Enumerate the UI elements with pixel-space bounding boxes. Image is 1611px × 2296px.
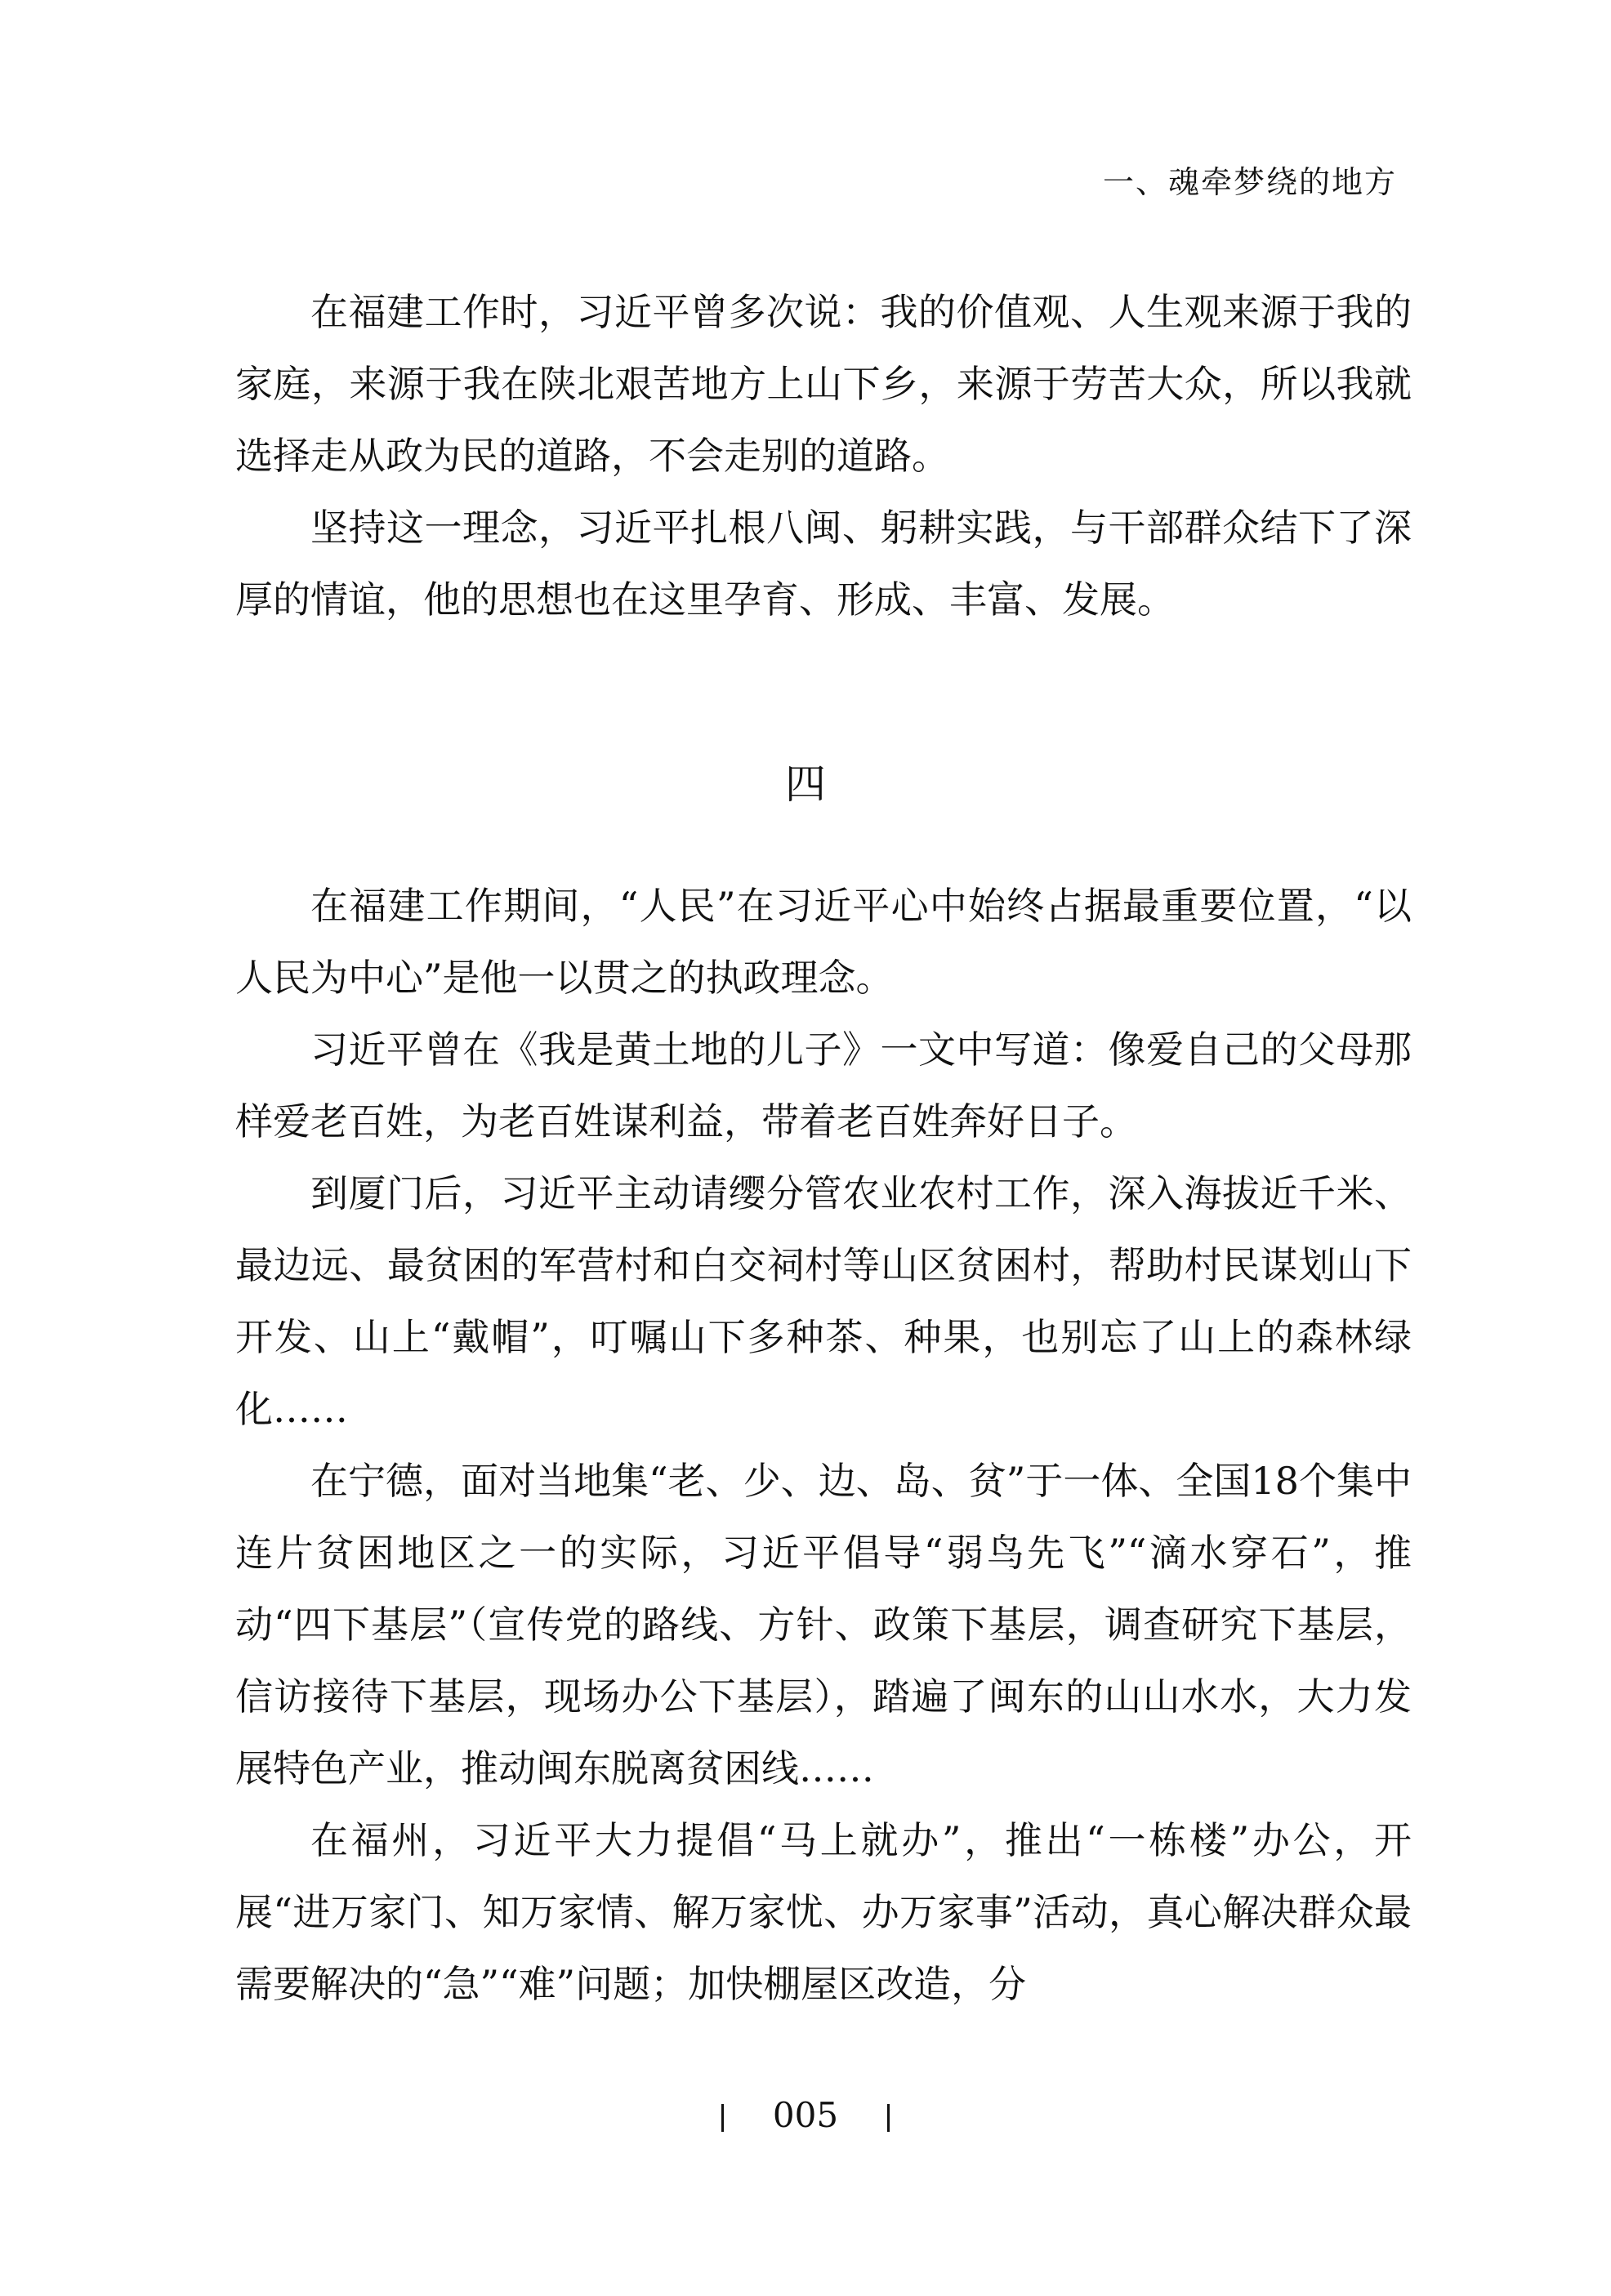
- page-number: 005: [772, 2095, 839, 2135]
- folio-bar-left: [721, 2104, 724, 2132]
- page-footer: [0, 2091, 1611, 2140]
- paragraph: 坚持这一理念，习近平扎根八闽、躬耕实践，与干部群众结下了深厚的情谊，他的思想也在这里孕育、形成、丰富、发展。: [235, 506, 1412, 622]
- paragraph: 习近平曾在《我是黄土地的儿子》一文中写道：像爱自己的父母那样爱老百姓，为老百姓谋利益，带着老百姓奔好日子。: [235, 1028, 1412, 1144]
- paragraph: 在福建工作期间，“人民”在习近平心中始终占据最重要位置，“以人民为中心”是他一以贯之的执政理念。: [235, 884, 1412, 1000]
- folio-bar-right: [887, 2104, 890, 2132]
- main-text-block: [235, 870, 1412, 2020]
- paragraph: 在福建工作时，习近平曾多次说：我的价值观、人生观来源于我的家庭，来源于我在陕北艰苦地方上山下乡，来源于劳苦大众，所以我就选择走从政为民的道路，不会走别的道路。: [235, 290, 1412, 478]
- section-heading: 四: [785, 760, 826, 808]
- paragraph: 到厦门后，习近平主动请缨分管农业农村工作，深入海拔近千米、最边远、最贫困的军营村和白交祠村等山区贫困村，帮助村民谋划山下开发、山上“戴帽”，叮嘱山下多种茶、种果，也别忘了山上的森林绿化……: [235, 1171, 1412, 1431]
- paragraph: 在福州，习近平大力提倡“马上就办”，推出“一栋楼”办公，开展“进万家门、知万家情、解万家忧、办万家事”活动，真心解决群众最需要解决的“急”“难”问题；加快棚屋区改造，分: [235, 1818, 1412, 2006]
- top-text-block: [235, 276, 1412, 635]
- paragraph: 在宁德，面对当地集“老、少、边、岛、贫”于一体、全国18个集中连片贫困地区之一的实际，习近平倡导“弱鸟先飞”“滴水穿石”，推动“四下基层”（宣传党的路线、方针、政策下基层，调查研究下基层，信访接待下基层，现场办公下基层），踏遍了闽东的山山水水，大力发展特色产业，推动闽东脱离贫困线……: [235, 1459, 1412, 1790]
- running-header: 一、魂牵梦绕的地方: [1102, 164, 1397, 200]
